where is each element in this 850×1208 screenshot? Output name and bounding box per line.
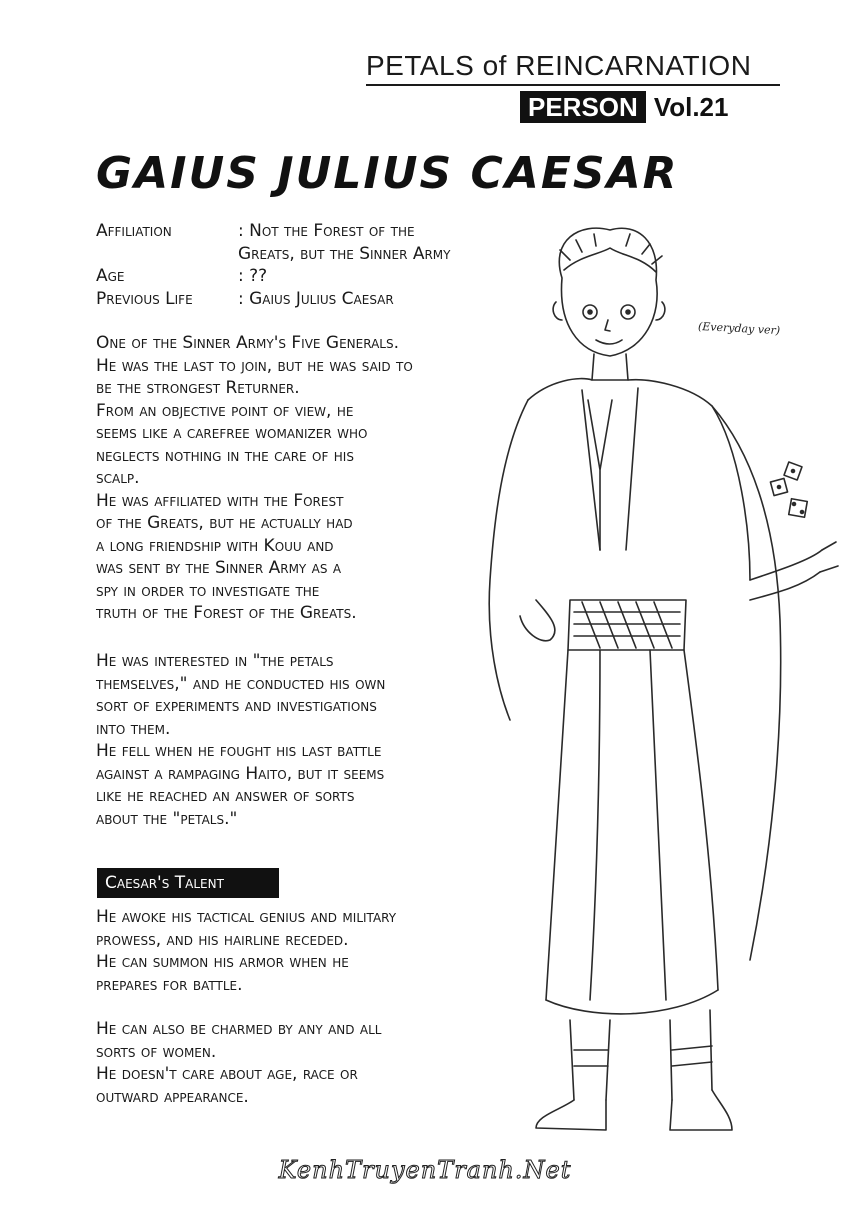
character-illustration xyxy=(450,220,840,1140)
text-line: spy in order to investigate the xyxy=(96,580,320,601)
text-line: He fell when he fought his last battle xyxy=(96,741,382,761)
volume-number: Vol.21 xyxy=(653,91,729,122)
header-rule xyxy=(366,84,780,86)
text-line: sorts of women. xyxy=(96,1041,217,1062)
profile-label: Age xyxy=(96,266,125,286)
text-line: themselves," and he conducted his own xyxy=(96,673,386,694)
character-name: GAIUS JULIUS CAESAR xyxy=(96,148,679,199)
footer-credit: KenhTruyenTranh.Net xyxy=(278,1156,572,1184)
text-line: about the "petals." xyxy=(96,808,238,829)
head-drawing xyxy=(553,228,665,356)
text-line: outward appearance. xyxy=(96,1086,249,1107)
text-line: He awoke his tactical genius and military xyxy=(96,907,397,927)
profile-value: : Gaius Julius Caesar xyxy=(238,288,394,309)
profile-label: Previous Life xyxy=(96,288,193,309)
profile-label: Affiliation xyxy=(96,221,172,241)
text-line: scalp. xyxy=(96,468,140,488)
text-line: He was the last to join, but he was said to xyxy=(96,355,413,376)
text-line: He can summon his armor when he xyxy=(96,952,349,972)
illustration-note: (Everyday ver) xyxy=(697,319,781,338)
toga-drawing xyxy=(489,379,838,1014)
text-line: truth of the Forest of the Greats. xyxy=(96,603,357,623)
text-line: a long friendship with Kouu and xyxy=(96,535,334,556)
text-line: He doesn't care about age, race or xyxy=(96,1064,358,1084)
text-line: was sent by the Sinner Army as a xyxy=(96,558,342,578)
text-line: From an objective point of view, he xyxy=(96,400,354,421)
series-title: PETALS of REINCARNATION xyxy=(366,50,752,81)
dice-drawing xyxy=(770,462,807,517)
text-line: One of the Sinner Army's Five Generals. xyxy=(96,333,399,353)
profile-value-line: : Not the Forest of the xyxy=(238,221,415,241)
legs-drawing xyxy=(536,1010,732,1130)
text-line: He can also be charmed by any and all xyxy=(96,1019,382,1039)
profile-value-line: Greats, but the Sinner Army xyxy=(238,243,451,264)
text-line: sort of experiments and investigations xyxy=(96,696,377,716)
text-line: prepares for battle. xyxy=(96,974,243,995)
text-line: be the strongest Returner. xyxy=(96,378,300,398)
person-badge: PERSON xyxy=(520,91,646,123)
profile-value: : ?? xyxy=(238,266,268,286)
text-line: He was affiliated with the Forest xyxy=(96,490,344,511)
text-line: He was interested in "the petals xyxy=(96,651,334,671)
text-line: like he reached an answer of sorts xyxy=(96,786,355,806)
talent-heading: Caesar's Talent xyxy=(97,868,279,898)
text-line: prowess, and his hairline receded. xyxy=(96,929,349,950)
text-line: of the Greats, but he actually had xyxy=(96,513,353,533)
text-line: seems like a carefree womanizer who xyxy=(96,423,368,443)
text-line: neglects nothing in the care of his xyxy=(96,445,354,466)
text-line: against a rampaging Haito, but it seems xyxy=(96,763,385,784)
text-line: into them. xyxy=(96,718,171,739)
volume-header xyxy=(520,91,728,123)
